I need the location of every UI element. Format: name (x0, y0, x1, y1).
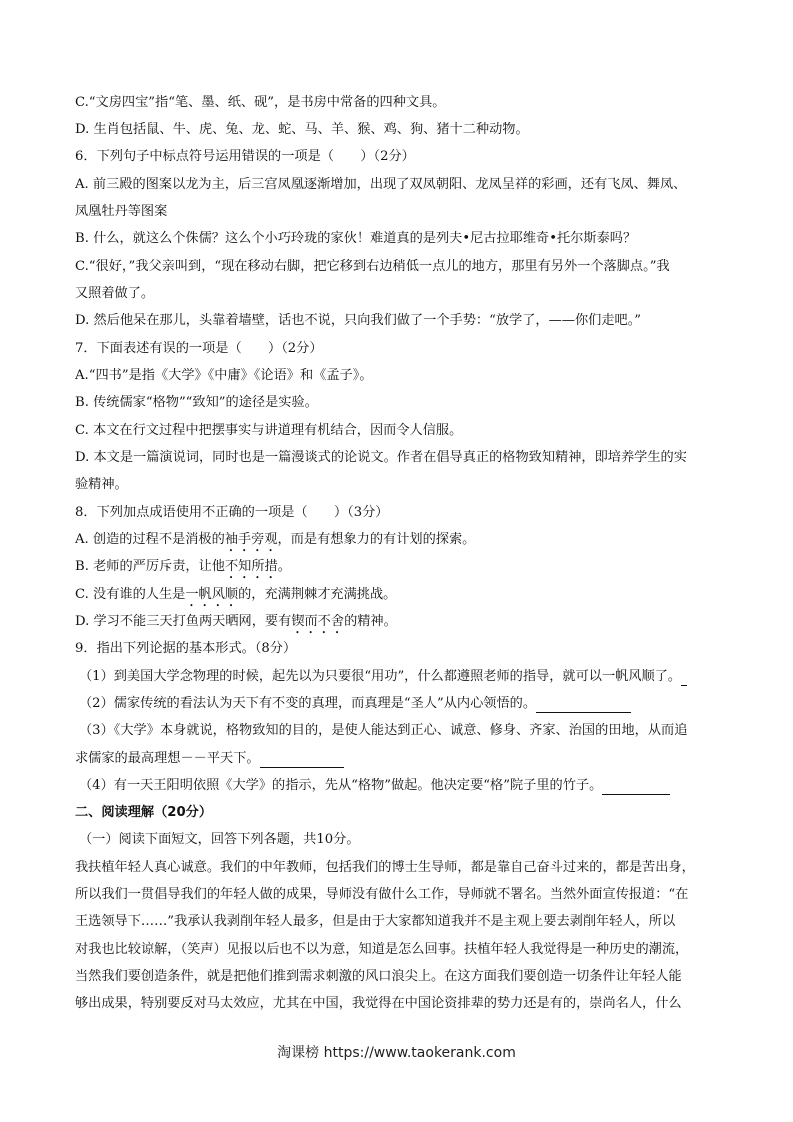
question-9-item1: （1）到美国大学念物理的时候，起先以为只要很“用功”，什么都遵照老师的指导，就可以一帆风顺了。 (79, 668, 729, 686)
option-5d: D. 生肖包括鼠、牛、虎、兔、龙、蛇、马、羊、猴、鸡、狗、猪十二种动物。 (75, 122, 529, 137)
option-8b: B. 老师的严厉斥责，让他不知所措。 (75, 559, 291, 574)
question-9-item4: （4）有一天王阳明依照《大学》的指示，先从“格物”做起。他决定要“格”院子里的竹子。 (79, 777, 729, 795)
option-8c: C. 没有谁的人生是一帆风顺的，充满荆棘才充满挑战。 (75, 587, 397, 602)
question-9: 9．指出下列论据的基本形式。（8分） (75, 641, 297, 656)
option-7b: B. 传统儒家“格物”“致知”的途径是实验。 (75, 395, 318, 410)
footer-watermark: 淘课榜 https://www.taokerank.com (277, 1045, 516, 1061)
question-9-item3-line2: 求儒家的最高理想－－平天下。 (75, 750, 725, 768)
dotted-idiom: 一帆风顺 (185, 587, 239, 602)
option-7c: C. 本文在行文过程中把摆事实与讲道理有机结合，因而令人信服。 (75, 423, 463, 438)
answer-blank[interactable] (602, 780, 670, 795)
question-6: 6．下列句子中标点符号运用错误的一项是（ ）（2分） (75, 149, 415, 164)
option-5c: C.“文房四宝”指“笔、墨、纸、砚”，是书房中常备的四种文具。 (75, 95, 446, 110)
option-6c-line2: 又照着做了。 (75, 286, 155, 301)
option-6a-line1: A. 前三殿的图案以龙为主，后三宫凤凰逐渐增加，出现了双凤朝阳、龙凤呈祥的彩画，还有飞凤、舞凤、 (75, 177, 687, 192)
passage-line: 所以我们一贯倡导我们的年轻人做的成果，导师没有做什么工作，导师就不署名。当然外面宣传报道：“在 (75, 887, 689, 902)
passage-line: 我扶植年轻人真心诚意。我们的中年教师，包括我们的博士生导师，都是靠自己奋斗过来的，都是苦出身， (75, 860, 695, 875)
question-7: 7．下面表述有误的一项是（ ）（2分） (75, 341, 323, 356)
option-7d-line2: 验精神。 (75, 477, 128, 492)
question-9-item2: （2）儒家传统的看法认为天下有不变的真理，而真理是“圣人”从内心领悟的。 (79, 695, 729, 713)
option-6c-line1: C.“很好，”我父亲叫到，“现在移动右脚，把它移到右边稍低一点儿的地方，那里有另外一个落脚点。”我 (75, 259, 670, 274)
passage-line: 王选领导下……”我承认我剥削年轻人最多，但是由于大家都知道我并不是主观上要去剥削年轻人，所以 (75, 914, 676, 929)
dotted-idiom: 不知所措 (224, 559, 278, 574)
option-6b: B. 什么，就这么个侏儒？这么个小巧玲珑的家伙！难道真的是列夫•尼古拉耶维奇•托尔斯泰吗？ (75, 231, 637, 246)
question-8: 8．下列加点成语使用不正确的一项是（ ）（3分） (75, 505, 389, 520)
dotted-idiom: 锲而不舍 (291, 614, 345, 629)
option-8a: A. 创造的过程不是消极的袖手旁观，而是有想象力的有计划的探索。 (75, 532, 476, 547)
option-7a: A.“四书”是指《大学》《中庸》《论语》和《孟子》。 (75, 368, 373, 383)
option-6d: D. 然后他呆在那儿，头靠着墙壁，话也不说，只向我们做了一个手势：“放学了，——你们走吧。” (75, 313, 642, 328)
passage-line: 当然我们要创造条件，就是把他们推到需求刺激的风口浪尖上。在这方面我们要创造一切条件让年轻人能 (75, 969, 682, 984)
answer-blank[interactable] (260, 753, 344, 768)
section-subheading: （一）阅读下面短文，回答下列各题，共10分。 (79, 832, 360, 847)
answer-blank[interactable] (536, 698, 631, 713)
answer-blank[interactable] (681, 671, 687, 686)
option-7d-line1: D. 本文是一篇演说词，同时也是一篇漫谈式的论说文。作者在倡导真正的格物致知精神，即培养学生的实 (75, 450, 687, 465)
option-8d: D. 学习不能三天打鱼两天晒网，要有锲而不舍的精神。 (75, 614, 397, 629)
option-6a-line2: 凤凰牡丹等图案 (75, 204, 168, 219)
section-heading: 二、阅读理解（20分） (75, 805, 213, 820)
passage-line: 够出成果，特别要反对马太效应，尤其在中国，我觉得在中国论资排辈的势力还是有的，崇尚名人，什么 (75, 996, 682, 1011)
dotted-idiom: 袖手旁观 (224, 532, 278, 547)
passage-line: 对我也比较谅解，（笑声）见报以后也不以为意，知道是怎么回事。扶植年轻人我觉得是一种历史的潮流， (75, 942, 689, 957)
question-9-item3-line1: （3）《大学》本身就说，格物致知的目的，是使人能达到正心、诚意、修身、齐家、治国的田地，从而追 (79, 723, 688, 738)
